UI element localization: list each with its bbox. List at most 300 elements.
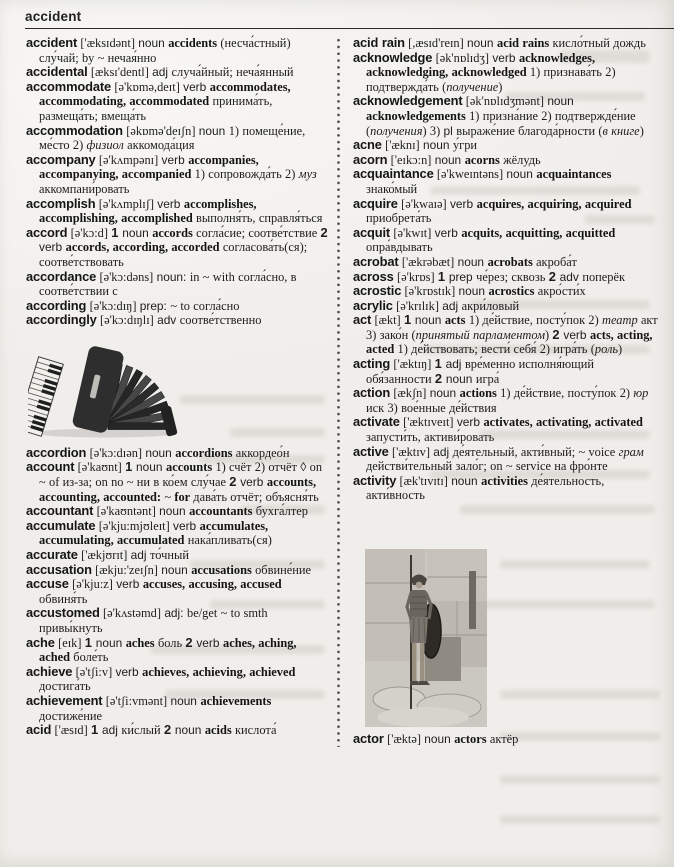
- text: [ə'kaʊntənt]: [93, 504, 160, 519]
- text: ['ækrəbæt]: [398, 254, 458, 269]
- dictionary-entry-accompany: [26, 153, 329, 197]
- text: in ~ with согла́сно, в соотве́тствии с: [39, 269, 297, 299]
- pos-label: noun: [467, 36, 498, 50]
- text: [ə'tʃi:v]: [72, 664, 116, 679]
- text: ['æktɪv]: [388, 444, 434, 459]
- headword: act: [353, 312, 372, 328]
- headword: accustomed: [26, 605, 100, 621]
- pos-label: pl: [443, 123, 457, 138]
- dictionary-entry-accuse: [26, 577, 329, 606]
- text: у́гри: [452, 138, 478, 153]
- pos-label: verb: [434, 225, 462, 240]
- text: 1) сопровожда́ть 2): [194, 167, 299, 182]
- pos-label: adj: [152, 65, 172, 80]
- word-forms: acts, acting, acted: [366, 327, 653, 357]
- usage-label: получение: [446, 79, 499, 94]
- word-forms: acrobats: [487, 254, 537, 269]
- word-forms: activities: [481, 473, 532, 488]
- usage-label: получения: [370, 123, 423, 138]
- text: [ə'krɒs]: [393, 269, 438, 284]
- pos-label: verb: [196, 635, 223, 650]
- accordion-illustration: [28, 335, 188, 439]
- pos-label: noun: [174, 723, 205, 738]
- text: [ækʃn]: [390, 386, 430, 401]
- text: ): [544, 327, 553, 342]
- pos-label: noun: [414, 313, 445, 328]
- pos-label: noun: [136, 460, 167, 475]
- headword: action: [353, 385, 391, 401]
- text: 1) признава́ть 2) подтвержда́ть (: [366, 65, 616, 94]
- text: [ə'kju:mjʊleɪt]: [95, 518, 174, 533]
- text: аккордео́н: [235, 445, 290, 460]
- text: [ə'kɒmə,deɪt]: [111, 79, 184, 94]
- headword: acid rain: [353, 35, 405, 50]
- pos-label: adj: [442, 298, 462, 313]
- text: действи́тельный зало́г; on ~ service на фро́нте: [366, 459, 608, 474]
- headword: achievement: [26, 692, 103, 708]
- headword: accurate: [26, 547, 78, 563]
- usage-label: принятый парламентом: [415, 327, 545, 342]
- pos-label: verb: [115, 664, 143, 679]
- dictionary-entry-acid-rain: [353, 36, 660, 51]
- text: кислота́: [235, 723, 277, 738]
- text: 1) призна́ние 2) подтвержде́ние (: [366, 108, 636, 138]
- usage-label: в книге: [602, 123, 640, 138]
- word-forms: acorns: [464, 152, 504, 167]
- word-forms: accidents: [168, 36, 221, 50]
- text: запусти́ть, активи́ровать: [366, 430, 495, 445]
- text: [ə'kɔ:d]: [67, 225, 112, 240]
- text: жёлудь: [503, 152, 541, 167]
- bleed-mark: [500, 775, 660, 784]
- headword: accuse: [26, 576, 69, 592]
- pos-label: noun: [445, 371, 476, 386]
- usage-label: театр: [602, 313, 641, 328]
- text: [ək'nɒlɪdʒmənt]: [462, 94, 548, 109]
- dictionary-entry-accusation: [26, 563, 329, 578]
- text: достига́ть: [39, 679, 91, 694]
- pos-label: noun: [198, 123, 229, 138]
- word-forms: accompanies, accompanying, accompanied: [39, 152, 259, 182]
- text: ) 3): [422, 123, 444, 138]
- dictionary-entry-accurate: [26, 548, 329, 563]
- headword: acrylic: [353, 297, 393, 313]
- text: поперёк: [582, 269, 625, 284]
- pos-label: verb: [492, 50, 519, 65]
- word-forms: aches, aching, ached: [39, 635, 297, 665]
- headword: activity: [353, 472, 397, 488]
- text: принима́ть, размеща́ть; вмеща́ть: [39, 94, 273, 123]
- dictionary-entry-accomplish: [26, 197, 329, 226]
- word-forms: acrostics: [488, 284, 538, 299]
- text: достиже́ние: [39, 708, 103, 723]
- sense-number: 1: [403, 312, 415, 328]
- text: ~: [164, 489, 175, 504]
- headword: accomplish: [26, 195, 96, 211]
- headword: acquaintance: [353, 166, 434, 182]
- text: [ə'krɪlɪk]: [392, 298, 443, 313]
- pos-label: noun: [547, 94, 574, 109]
- sense-number: 1: [111, 224, 123, 240]
- text: акт 3) зако́н (: [366, 313, 658, 342]
- text: ): [498, 79, 503, 94]
- text: [ə'kʌstəmd]: [99, 606, 165, 621]
- word-forms: accommodates, accommodating, accommodated: [39, 79, 291, 109]
- text: боль: [157, 635, 186, 650]
- dictionary-entry-across: [353, 270, 660, 285]
- headword: accommodation: [26, 122, 123, 138]
- headword: achieve: [26, 663, 73, 679]
- headword: accident: [26, 35, 78, 50]
- dictionary-entry-acquaintance: [353, 167, 660, 196]
- actor-photo: [365, 549, 487, 727]
- dictionary-entry-accommodation: [26, 124, 329, 153]
- dictionary-columns: [0, 29, 674, 747]
- headword: activate: [353, 414, 400, 430]
- text: [ə'kwɪt]: [390, 225, 435, 240]
- pos-label: noun: [458, 284, 489, 299]
- headword: accordingly: [26, 312, 97, 328]
- pos-label: adj: [130, 548, 151, 563]
- text: [ək'nɒlɪdʒ]: [432, 50, 493, 65]
- dictionary-entry-acrostic: [353, 284, 660, 299]
- entries-group-left-bottom: [26, 446, 329, 738]
- headword: acid: [26, 722, 52, 738]
- word-forms: acquits, acquitting, acquitted: [461, 225, 616, 240]
- text: ['æksɪdənt]: [77, 36, 139, 50]
- pos-label: verb: [183, 79, 210, 94]
- dictionary-entry-actor: [353, 732, 660, 747]
- text: вре́менно исполня́ющий обя́занности: [366, 357, 594, 386]
- text: игра́: [475, 371, 500, 386]
- accordion-photo: [28, 335, 188, 439]
- text: [ə'kweɪntəns]: [433, 167, 507, 182]
- headword: acrostic: [353, 283, 402, 299]
- word-forms: actions: [459, 386, 501, 401]
- text: акри́ловый: [461, 298, 520, 313]
- pos-label: noun: [506, 167, 537, 182]
- text: согла́сие; соотве́тствие: [196, 225, 321, 240]
- word-forms: accuses, accusing, accused: [142, 577, 282, 592]
- word-forms: acknowledgements: [366, 108, 470, 123]
- left-column: [26, 36, 329, 747]
- pos-label: verb: [563, 327, 591, 342]
- sense-number: 2: [185, 634, 197, 650]
- usage-label: грам: [618, 444, 644, 459]
- text: ): [618, 342, 623, 357]
- headword: acknowledge: [353, 49, 433, 65]
- pos-label: noun: [95, 635, 126, 650]
- usage-label: муз: [298, 167, 317, 182]
- text: 1) де́йствие, посту́пок 2): [500, 386, 634, 401]
- text: [ə'krɒstɪk]: [401, 284, 459, 299]
- column-divider: [337, 38, 340, 747]
- word-forms: for: [174, 489, 194, 504]
- dictionary-entry-accordion: [26, 446, 329, 461]
- word-forms: acts: [444, 313, 469, 328]
- entries-group-right-bottom: [353, 732, 660, 747]
- text: че́рез; сквозь: [476, 269, 549, 284]
- text: [ə'kɔ:dəns]: [96, 269, 157, 284]
- text: согласова́ть(ся); соотве́тствовать: [39, 240, 308, 269]
- usage-label: юр: [633, 386, 649, 401]
- text: соотве́тственно: [179, 313, 262, 328]
- word-forms: achieves, achieving, achieved: [142, 664, 296, 679]
- dictionary-entry-accumulate: [26, 519, 329, 548]
- text: де́ятельность, акти́вность: [366, 473, 605, 503]
- text: [ækt]: [371, 313, 404, 328]
- dictionary-entry-achievement: [26, 694, 329, 723]
- headword: accidental: [26, 64, 88, 80]
- pos-label: adj: [445, 357, 465, 372]
- pos-label: prep: [448, 269, 477, 284]
- headword: actor: [353, 731, 384, 746]
- bleed-mark: [500, 815, 660, 824]
- headword: accordance: [26, 268, 97, 284]
- pos-label: noun: [434, 152, 465, 167]
- dictionary-entry-accordance: [26, 270, 329, 299]
- sense-number: 1: [437, 268, 449, 284]
- dictionary-entry-acrobat: [353, 255, 660, 270]
- sense-number: 2: [229, 474, 241, 490]
- dictionary-entry-activity: [353, 474, 660, 503]
- pos-label: noun: [424, 732, 455, 746]
- text: случа́йный; неча́янный: [171, 65, 294, 80]
- usage-label: роль: [594, 342, 619, 357]
- page-header: [0, 0, 674, 29]
- headword: accumulate: [26, 517, 96, 533]
- dictionary-entry-acting: [353, 357, 660, 386]
- dictionary-entry-achieve: [26, 665, 329, 694]
- headword: accountant: [26, 503, 94, 519]
- word-forms: accomplishes, accomplishing, accomplished: [39, 196, 257, 226]
- text: выполня́ть, справля́ться: [196, 211, 323, 226]
- pos-label: noun:: [156, 269, 190, 284]
- pos-label: adj: [433, 444, 453, 459]
- headword: account: [26, 459, 75, 475]
- headword: acorn: [353, 151, 388, 167]
- text: [ə'kɔ:dɪən]: [86, 445, 146, 460]
- dictionary-entry-acknowledgement: [353, 94, 660, 138]
- text: ['æktə]: [383, 732, 425, 746]
- word-forms: acquaintances: [536, 167, 612, 182]
- pos-label: verb: [456, 415, 484, 430]
- text: 1) де́йствовать; вести́ себя́ 2) игра́ть (: [397, 342, 595, 357]
- sense-number: 2: [434, 370, 446, 386]
- pos-label: verb: [161, 152, 189, 167]
- dictionary-entry-acid: [26, 723, 329, 738]
- text: аккомода́ция: [127, 138, 195, 153]
- dictionary-entry-accordingly: [26, 313, 329, 328]
- dictionary-entry-according: [26, 299, 329, 314]
- headword: accord: [26, 224, 68, 240]
- text: ки́слый: [121, 723, 164, 738]
- dictionary-entry-acne: [353, 138, 660, 153]
- word-forms: acid rains: [497, 36, 553, 50]
- pos-label: noun: [159, 504, 190, 519]
- text: [ə'tʃi:vmənt]: [102, 693, 171, 708]
- sense-number: 2: [548, 268, 560, 284]
- pos-label: noun: [451, 473, 482, 488]
- dictionary-entry-acorn: [353, 153, 660, 168]
- text: [əkɒmə'deɪʃn]: [122, 123, 199, 138]
- pos-label: verb: [39, 240, 66, 255]
- text: ['æktɪŋ]: [390, 357, 435, 372]
- headword: acknowledgement: [353, 93, 463, 109]
- dictionary-entry-accommodate: [26, 80, 329, 124]
- text: дава́ть отчёт; объясня́ть: [193, 489, 319, 504]
- dictionary-entry-accustomed: [26, 606, 329, 635]
- word-forms: achievements: [200, 693, 272, 708]
- text: [ə'kaʊnt]: [74, 460, 126, 475]
- dictionary-entry-accountant: [26, 504, 329, 519]
- text: (несча́стный) слу́чай; by ~ нечая́нно: [39, 36, 291, 65]
- text: аккомпани́ровать: [39, 181, 130, 196]
- sense-number: 2: [552, 326, 564, 342]
- right-column: [347, 36, 660, 747]
- actor-illustration: [365, 549, 487, 727]
- word-forms: aches: [125, 635, 158, 650]
- text: ): [639, 123, 644, 138]
- headword: according: [26, 297, 87, 313]
- headword: acquire: [353, 195, 398, 211]
- sense-number: 1: [434, 356, 446, 372]
- pos-label: noun: [422, 138, 453, 153]
- pos-label: adv: [157, 313, 180, 328]
- dictionary-entry-accord: [26, 226, 329, 270]
- text: боле́ть: [73, 650, 109, 665]
- pos-label: noun: [457, 254, 488, 269]
- word-forms: actors: [454, 732, 490, 746]
- text: [æksɪ'dentl]: [87, 65, 153, 80]
- text: то́чный: [150, 548, 189, 563]
- dictionary-entry-act: [353, 313, 660, 357]
- dictionary-entry-active: [353, 445, 660, 474]
- headword: acquit: [353, 224, 391, 240]
- dictionary-entry-acquit: [353, 226, 660, 255]
- dictionary-entry-action: [353, 386, 660, 415]
- dictionary-entry-acquire: [353, 197, 660, 226]
- word-forms: acquires, acquiring, acquired: [476, 196, 632, 211]
- word-forms: acknowledges, acknowledging, acknowledged: [366, 50, 596, 80]
- usage-label: физиол: [86, 138, 128, 153]
- text: акроба́т: [536, 254, 577, 269]
- headword: accommodate: [26, 78, 112, 94]
- dictionary-entry-activate: [353, 415, 660, 444]
- text: обвине́ние: [255, 562, 311, 577]
- text: приобрета́ть: [366, 211, 432, 226]
- text: 1) де́йствие, посту́пок 2): [468, 313, 603, 328]
- pos-label: verb: [240, 475, 267, 490]
- dictionary-entry-account: [26, 460, 329, 504]
- word-forms: activates, activating, activated: [483, 415, 643, 430]
- text: актёр: [489, 732, 519, 746]
- text: ['æknɪ]: [381, 138, 423, 153]
- word-forms: accusations: [191, 562, 256, 577]
- pos-label: noun: [429, 386, 460, 401]
- text: ['eɪkɔ:n]: [387, 152, 435, 167]
- pos-label: noun: [170, 693, 201, 708]
- headword: acne: [353, 137, 382, 153]
- word-forms: acids: [204, 723, 236, 738]
- dictionary-entry-accidental: [26, 65, 329, 80]
- headword: accusation: [26, 561, 92, 577]
- text: выраже́ние благода́рности (: [456, 123, 603, 138]
- pos-label: noun: [145, 445, 176, 460]
- text: [ækju:'zeɪʃn]: [91, 562, 162, 577]
- pos-label: verb: [157, 196, 184, 211]
- text: [ə'kʌmplɪʃ]: [95, 196, 158, 211]
- pos-label: verb: [173, 518, 200, 533]
- sense-number: 1: [125, 459, 137, 475]
- headword: accompany: [26, 151, 96, 167]
- text: 1) счёт 2) отчёт ◊ on ~ of из-за; on no ~ ни в ко́ем слу́чае: [39, 460, 323, 490]
- word-forms: accountants: [189, 504, 256, 519]
- text: 1) помеще́ние, ме́сто 2): [39, 123, 306, 153]
- text: [ə'kʌmpənɪ]: [95, 152, 162, 167]
- word-forms: accounts: [166, 460, 216, 475]
- text: де́ятельный, акти́вный; ~ voice: [452, 444, 619, 459]
- text: [ə'kɔ:dɪŋ]: [86, 298, 140, 313]
- pos-label: verb: [449, 196, 477, 211]
- headword: active: [353, 443, 389, 459]
- entries-group-right-top: [353, 36, 660, 503]
- text: ['æsɪd]: [51, 723, 92, 738]
- text: ['ækjʊrɪt]: [77, 548, 131, 563]
- text: [æk'tɪvɪtɪ]: [396, 473, 452, 488]
- text: [eɪk]: [54, 635, 85, 650]
- text: бухга́лтер: [255, 504, 308, 519]
- headword: across: [353, 268, 394, 284]
- entries-group-left-top: [26, 36, 329, 328]
- pos-label: adj: [101, 723, 122, 738]
- word-forms: accords, according, accorded: [65, 240, 223, 255]
- text: ~ to согла́сно: [170, 298, 240, 313]
- sense-number: 2: [320, 224, 328, 240]
- headword: ache: [26, 634, 55, 650]
- word-forms: accords: [152, 225, 197, 240]
- text: нака́пливать(ся): [187, 533, 272, 548]
- text: опра́вдывать: [366, 240, 433, 255]
- text: кисло́тный дождь: [552, 36, 646, 50]
- text: иск 3) вое́нные де́йствия: [366, 400, 497, 415]
- pos-label: adj:: [164, 606, 187, 621]
- text: [,æsɪd'reɪn]: [404, 36, 468, 50]
- text: [ə'kɔ:dɪŋlɪ]: [96, 313, 158, 328]
- text: обвиня́ть: [39, 591, 88, 606]
- guide-word: accident: [25, 9, 82, 24]
- headword: acrobat: [353, 253, 399, 269]
- dictionary-entry-acrylic: [353, 299, 660, 314]
- pos-label: noun: [122, 225, 153, 240]
- sense-number: 1: [91, 722, 102, 738]
- headword: accordion: [26, 444, 87, 460]
- pos-label: prep:: [139, 298, 171, 313]
- sense-number: 1: [84, 634, 96, 650]
- word-forms: accumulates, accumulating, accumulated: [39, 518, 269, 548]
- pos-label: verb: [116, 577, 143, 592]
- pos-label: noun: [161, 562, 192, 577]
- dictionary-entry-accident: [26, 36, 329, 65]
- text: ['æktɪveɪt]: [399, 415, 457, 430]
- text: акро́сти́х: [537, 284, 586, 299]
- text: [ə'kju:z]: [68, 577, 117, 592]
- headword: acting: [353, 356, 391, 372]
- sense-number: 2: [163, 722, 175, 738]
- word-forms: accounts, accounting, accounted:: [39, 475, 317, 504]
- text: знако́мый: [366, 181, 418, 196]
- text: be/get ~ to smth привы́кнуть: [39, 606, 268, 635]
